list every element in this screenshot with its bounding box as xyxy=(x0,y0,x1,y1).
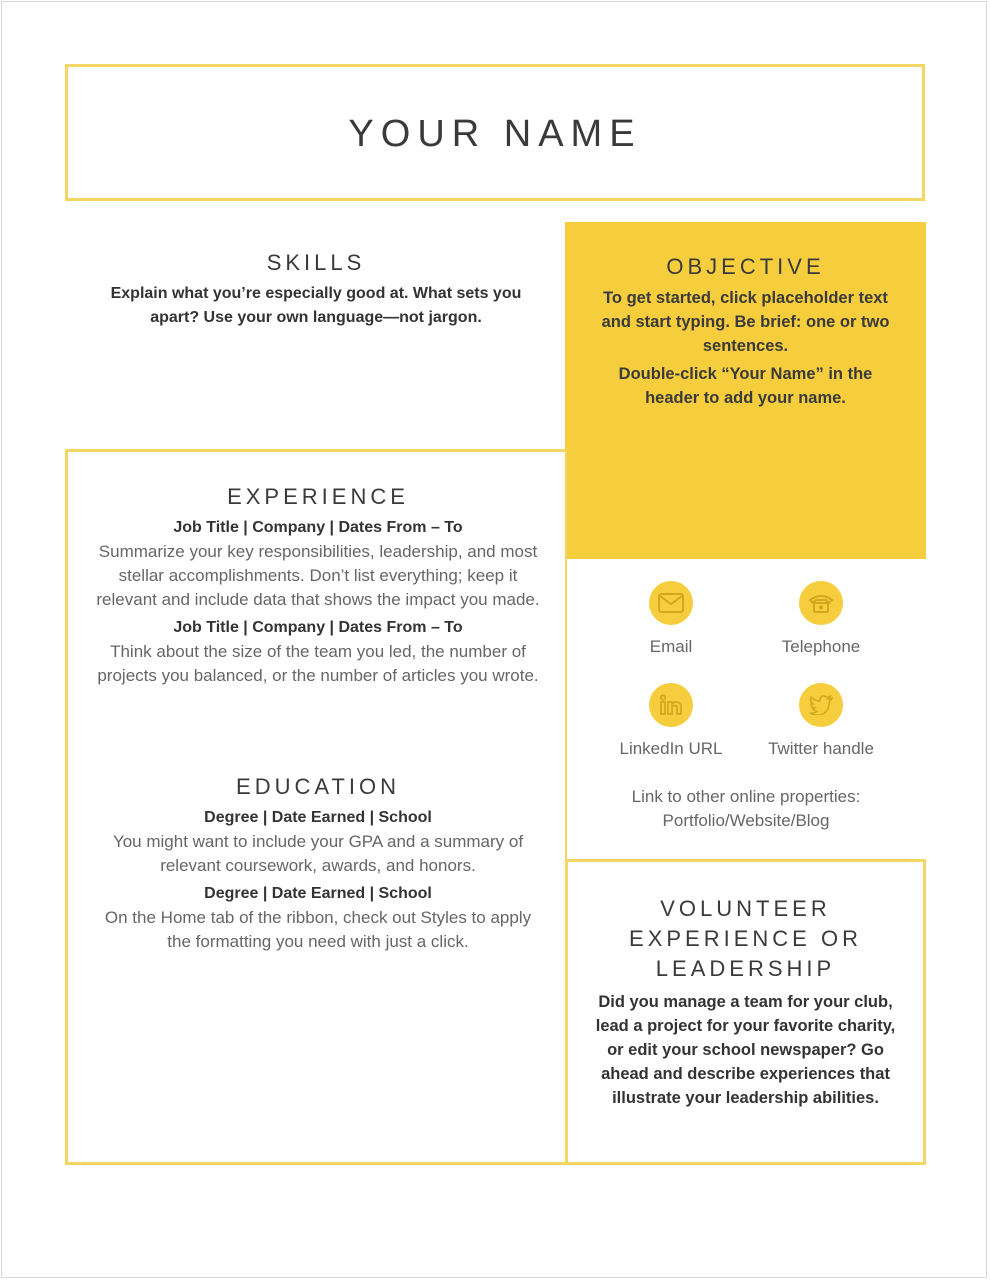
email-icon xyxy=(649,581,693,625)
degree-description[interactable]: You might want to include your GPA and a summary of relevant coursework, awards, and honors. xyxy=(112,832,524,875)
contact-linkedin xyxy=(591,683,751,759)
online-properties xyxy=(567,785,925,833)
contact-section xyxy=(567,559,925,861)
volunteer-title xyxy=(568,894,923,984)
objective-text-1[interactable]: To get started, click placeholder text and start typing. Be brief: one or two sentences. xyxy=(601,289,890,355)
telephone-label[interactable]: Telephone xyxy=(781,637,861,656)
email-label[interactable]: Email xyxy=(649,637,693,656)
job-description[interactable]: Think about the size of the team you led, the number of projects you balanced, or the number of articles you wrote. xyxy=(97,642,539,685)
experience-section xyxy=(96,484,540,692)
objective-text-2[interactable]: Double-click “Your Name” in the header to add your name. xyxy=(618,365,873,407)
skills-text[interactable]: Explain what you’re especially good at. What sets you apart? Use your own language—not jargon. xyxy=(110,285,522,326)
education-title: EDUCATION xyxy=(236,774,400,799)
linkedin-label[interactable]: LinkedIn URL xyxy=(619,739,723,758)
skills-section xyxy=(66,250,566,330)
skills-title: SKILLS xyxy=(266,250,366,275)
job-heading[interactable]: Job Title | Company | Dates From – To xyxy=(173,519,463,536)
twitter-label[interactable]: Twitter handle xyxy=(768,739,874,758)
job-description[interactable]: Summarize your key responsibilities, leadership, and most stellar accomplishments. Don’t list everything; keep it relevant and include data that shows the impact you made. xyxy=(96,542,540,609)
linkedin-icon xyxy=(649,683,693,727)
your-name[interactable]: YOUR NAME xyxy=(348,113,642,155)
volunteer-title-line-1: VOLUNTEER xyxy=(660,896,831,921)
links-line-2[interactable]: Portfolio/Website/Blog xyxy=(662,811,830,830)
twitter-icon xyxy=(799,683,843,727)
degree-description[interactable]: On the Home tab of the ribbon, check out Styles to apply the formatting you need with just a click. xyxy=(104,908,532,951)
contact-telephone xyxy=(741,581,901,657)
objective-title: OBJECTIVE xyxy=(666,254,825,279)
telephone-icon xyxy=(799,581,843,625)
volunteer-section xyxy=(565,859,926,1165)
volunteer-title-line-2: EXPERIENCE OR xyxy=(629,926,862,951)
degree-heading[interactable]: Degree | Date Earned | School xyxy=(204,885,432,902)
degree-heading[interactable]: Degree | Date Earned | School xyxy=(204,809,432,826)
links-line-1[interactable]: Link to other online properties: xyxy=(631,787,861,806)
job-heading[interactable]: Job Title | Company | Dates From – To xyxy=(173,619,463,636)
experience-title: EXPERIENCE xyxy=(227,484,409,509)
volunteer-title-line-3: LEADERSHIP xyxy=(655,956,836,981)
name-header xyxy=(65,64,925,201)
contact-twitter xyxy=(741,683,901,759)
experience-education-box xyxy=(65,449,567,1165)
contact-email xyxy=(591,581,751,657)
volunteer-text[interactable]: Did you manage a team for your club, lead a project for your favorite charity, or edit your school newspaper? Go ahead and describe experiences that illustrate your leadership abilities. xyxy=(595,993,896,1107)
education-section xyxy=(96,774,540,954)
objective-section xyxy=(565,222,926,559)
